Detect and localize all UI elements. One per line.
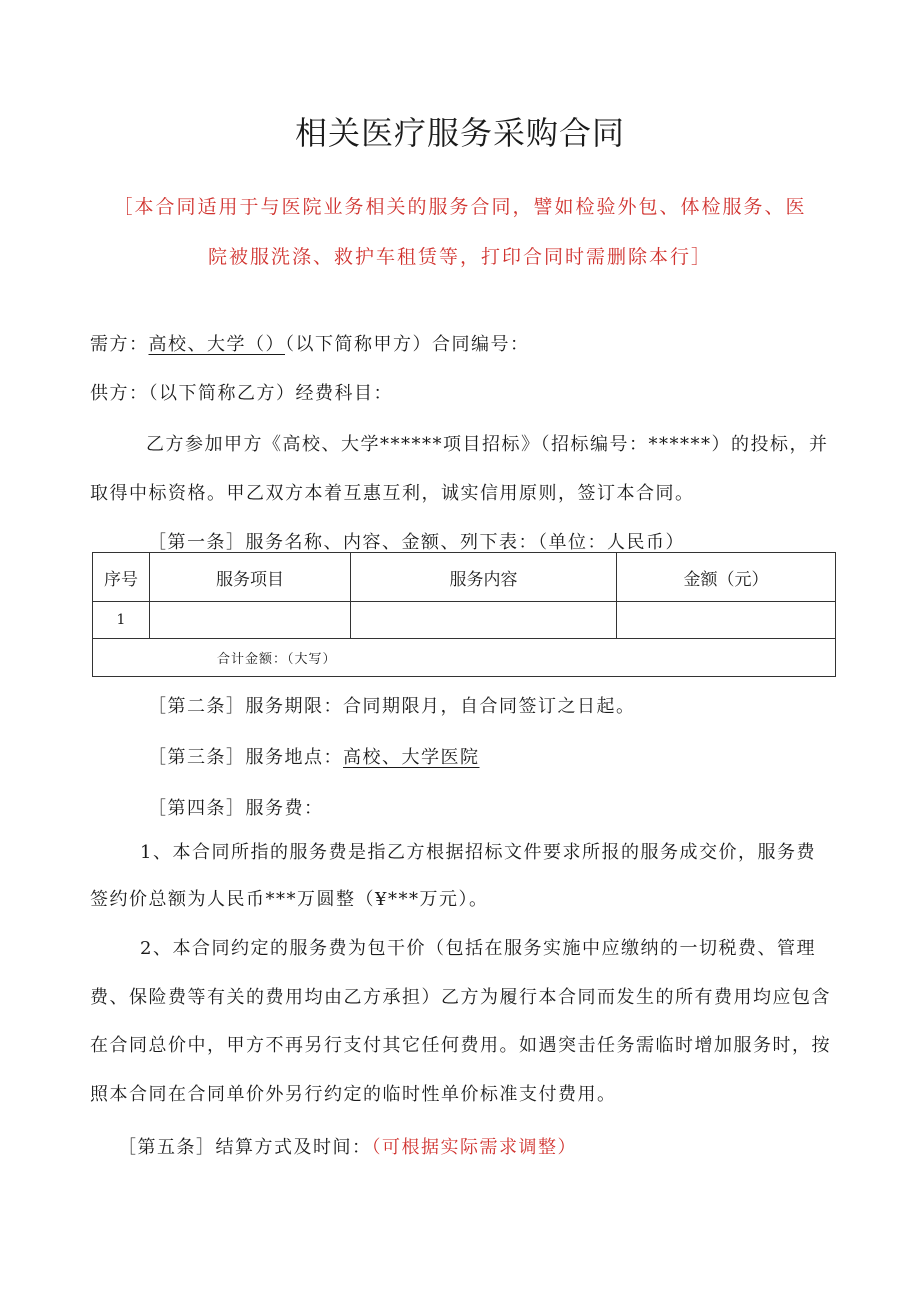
article-4-p2-line-1: 2、本合同约定的服务费为包干价（包括在服务实施中应缴纳的一切税费、管理 (140, 938, 816, 959)
table-total-row (93, 639, 836, 677)
article-4-p2-line-2: 费、保险费等有关的费用均由乙方承担）乙方为履行本合同而发生的所有费用均应包含 (90, 987, 831, 1008)
row-cell-amount (617, 602, 836, 639)
article-5 (118, 1133, 577, 1159)
article-3 (148, 743, 480, 769)
usage-note-line-1: ［本合同适用于与医院业务相关的服务合同，譬如检验外包、体检服务、医 (113, 196, 807, 218)
document-title: 相关医疗服务采购合同 (294, 114, 625, 152)
buyer-name: 高校、大学（） (148, 334, 285, 355)
article-4-p2-line-4: 照本合同在合同单价外另行约定的临时性单价标准支付费用。 (90, 1084, 617, 1105)
intro-line-1: 乙方参加甲方《高校、大学******项目招标》（招标编号：******）的投标，并 (146, 434, 829, 455)
service-location: 高校、大学医院 (343, 747, 480, 768)
buyer-label: 需方： (90, 334, 149, 355)
article-5-note: （可根据实际需求调整） (371, 1137, 577, 1158)
article-5-label: ［第五条］结算方式及时间： (118, 1137, 372, 1158)
article-3-label: ［第三条］服务地点： (148, 747, 343, 768)
header-cell-index: 序号 (93, 553, 150, 602)
article-4-p1-line-1: 1、本合同所指的服务费是指乙方根据招标文件要求所报的服务成交价，服务费 (140, 842, 816, 863)
service-table (92, 552, 836, 677)
intro-line-2: 取得中标资格。甲乙双方本着互惠互利，诚实信用原则，签订本合同。 (90, 483, 695, 504)
header-cell-amount: 金额（元） (617, 553, 836, 602)
article-4-heading: ［第四条］服务费： (148, 798, 324, 819)
supplier-line: 供方：（以下简称乙方）经费科目： (90, 383, 393, 404)
article-4-p2-line-3: 在合同总价中，甲方不再另行支付其它任何费用。如遇突击任务需临时增加服务时，按 (90, 1035, 831, 1056)
row-cell-item (150, 602, 351, 639)
header-cell-item: 服务项目 (150, 553, 351, 602)
row-cell-content (351, 602, 617, 639)
article-2: ［第二条］服务期限：合同期限月，自合同签订之日起。 (148, 696, 636, 717)
table-header-row (93, 553, 836, 602)
table-row (93, 602, 836, 639)
article-4-p1-line-2: 签约价总额为人民币***万圆整（¥***万元）。 (90, 889, 489, 910)
article-1-heading: ［第一条］服务名称、内容、金额、列下表：（单位：人民币） (148, 532, 685, 553)
row-cell-index: 1 (93, 602, 150, 639)
usage-note-line-2: 院被服洗涤、救护车租赁等，打印合同时需删除本行］ (207, 246, 712, 268)
buyer-rest: （以下简称甲方）合同编号： (285, 334, 530, 355)
total-amount-label: 合计金额：（大写） (93, 639, 836, 677)
header-cell-content: 服务内容 (351, 553, 617, 602)
buyer-line (90, 330, 530, 356)
